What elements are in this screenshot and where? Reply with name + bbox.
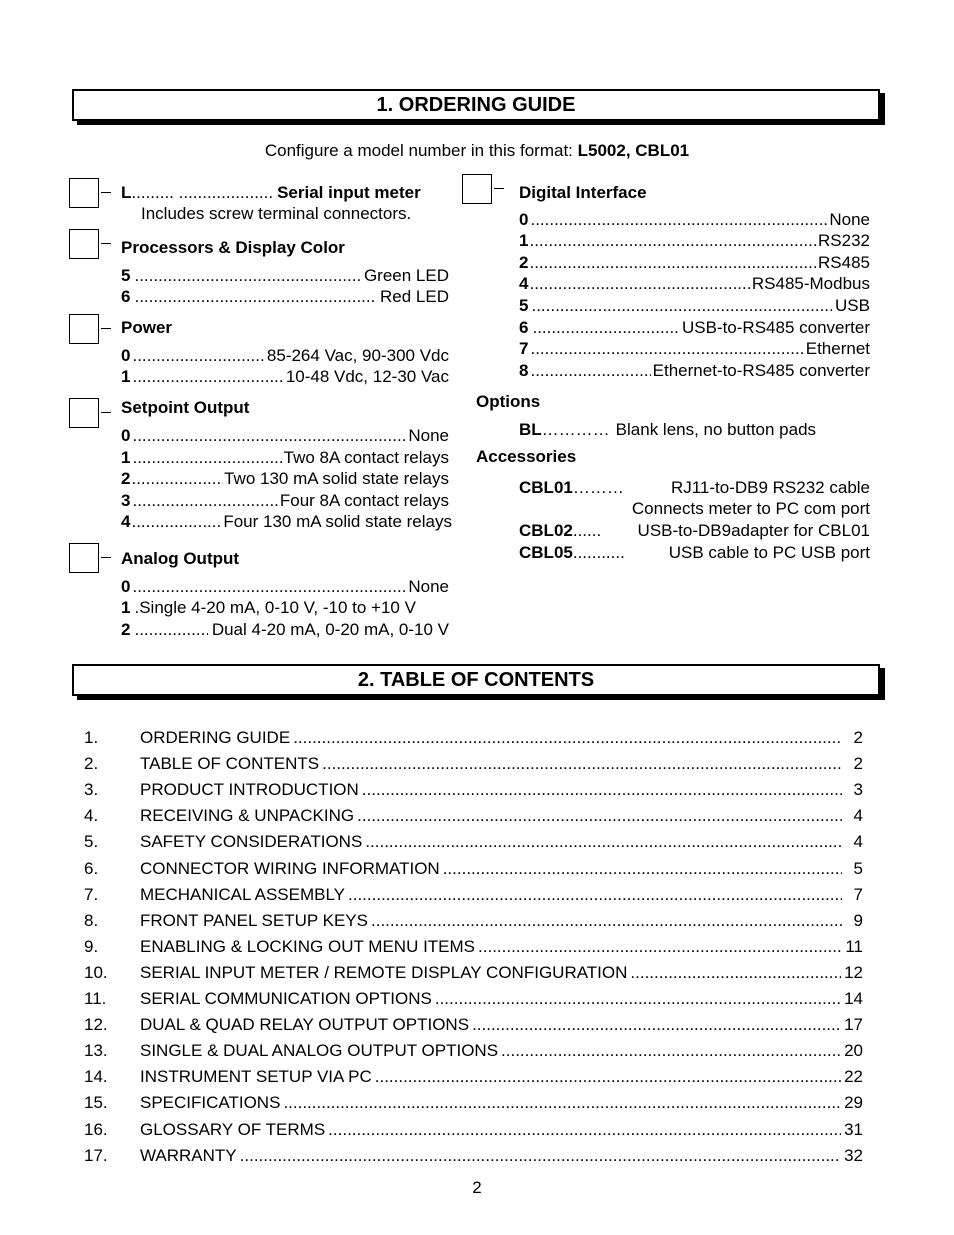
- leader-dots: [532, 318, 678, 338]
- toc-title: SERIAL COMMUNICATION OPTIONS: [140, 989, 432, 1008]
- toc-number: 7.: [84, 884, 99, 904]
- toc-page: 31: [844, 1119, 863, 1139]
- toc-number: 8.: [84, 910, 99, 930]
- digital-item: 8 ..... Ethernet-to-RS485 converter: [519, 361, 870, 382]
- toc-entry: [84, 780, 863, 802]
- serial-code: L: [121, 183, 132, 202]
- setpoint-item: 0 ..... None: [121, 426, 449, 447]
- box-tick: [101, 243, 111, 244]
- toc-entry: [84, 963, 863, 985]
- toc-number: 2.: [84, 754, 99, 774]
- toc-number: 11.: [84, 989, 107, 1008]
- leader-dots: [134, 287, 376, 307]
- toc-number: 6.: [84, 858, 99, 878]
- leader-dots: [134, 620, 207, 640]
- toc-title: ENABLING & LOCKING OUT MENU ITEMS: [140, 936, 476, 956]
- toc-title: SPECIFICATIONS: [140, 1093, 281, 1113]
- accessory-item: CBL01 ……… RJ11-to-DB9 RS232 cable: [519, 478, 870, 497]
- toc-page: 20: [844, 1041, 863, 1061]
- leader-dots: [134, 266, 359, 286]
- leader-dots: [132, 491, 277, 511]
- section-title: 1. ORDERING GUIDE: [376, 94, 576, 116]
- accessory-item: CBL05 ........... USB cable to PC USB port: [519, 543, 870, 562]
- serial-dots: ......... ....................: [131, 183, 274, 202]
- leader-dots: [132, 577, 406, 597]
- toc-entry: [84, 911, 863, 933]
- leader-dots: [362, 780, 842, 800]
- leader-dots: [435, 989, 841, 1009]
- leader-dots: [131, 469, 223, 489]
- toc-page: 3: [853, 780, 863, 800]
- toc-title: SAFETY CONSIDERATIONS: [140, 832, 363, 852]
- leader-dots: [530, 210, 827, 230]
- power-item: 0 ..... 85-264 Vac, 90-300 Vdc: [121, 346, 449, 367]
- leader-dots: [531, 296, 832, 316]
- accessory-item: CBL02 ...... USB-to-DB9adapter for CBL01: [519, 521, 870, 540]
- toc-number: 9.: [84, 936, 99, 956]
- page-number: 2: [472, 1178, 482, 1197]
- toc-title: RECEIVING & UNPACKING: [140, 806, 355, 826]
- power-item: 1 ..... 10-48 Vdc, 12-30 Vac: [121, 367, 449, 388]
- leader-dots: [375, 1067, 841, 1087]
- section-header-ordering-guide: [72, 89, 880, 121]
- configure-line: [0, 141, 954, 161]
- toc-number: 12.: [84, 1015, 108, 1035]
- toc-entry: [84, 1146, 863, 1168]
- toc-number: 13.: [84, 1041, 108, 1061]
- toc-title: PRODUCT INTRODUCTION: [140, 780, 359, 800]
- toc-entry: [84, 832, 863, 854]
- toc-entry: [84, 937, 863, 959]
- analog-item: 0 ..... None: [121, 577, 449, 598]
- leader-dots: [530, 361, 650, 381]
- setpoint-item: 3 ..... Four 8A contact relays: [121, 491, 449, 512]
- leader-dots: [501, 1041, 841, 1061]
- options-item: BL ………… Blank lens, no button pads: [519, 420, 817, 439]
- toc-page: 2: [853, 728, 863, 747]
- serial-label: Serial input meter: [277, 183, 421, 202]
- option-box-serial: [69, 178, 99, 208]
- leader-dots: [472, 1015, 841, 1035]
- toc-number: 5.: [84, 832, 99, 852]
- toc-page: 14: [844, 989, 863, 1008]
- options-title: Options: [476, 392, 541, 411]
- toc-entry: [84, 859, 863, 881]
- toc-entry: [84, 754, 863, 776]
- toc-page: 7: [853, 884, 863, 904]
- leader-dots: [371, 911, 842, 931]
- toc-number: 16.: [84, 1119, 108, 1139]
- processors-title: Processors & Display Color: [121, 238, 345, 257]
- digital-item: 5 ..... USB: [519, 296, 870, 317]
- leader-dots: [530, 339, 803, 359]
- analog-title: Analog Output: [121, 549, 240, 568]
- leader-dots: [630, 963, 841, 983]
- section-title: 2. TABLE OF CONTENTS: [357, 669, 595, 691]
- toc-number: 17.: [84, 1145, 108, 1165]
- leader-dots: [529, 253, 817, 273]
- toc-title: ORDERING GUIDE: [140, 728, 291, 747]
- digital-item: 2 ..... RS485: [519, 253, 870, 274]
- toc-entry: [84, 1067, 863, 1089]
- toc-page: 12: [844, 962, 863, 982]
- toc-title: CONNECTOR WIRING INFORMATION: [140, 858, 440, 878]
- accessories-title: Accessories: [476, 447, 577, 466]
- option-box-setpoint: [69, 398, 99, 428]
- leader-dots: [478, 937, 842, 957]
- leader-dots: [357, 806, 842, 826]
- digital-item: 6 ..... USB-to-RS485 converter: [519, 318, 870, 339]
- box-tick: [101, 412, 111, 413]
- option-box-processors: [69, 229, 99, 259]
- toc-entry: [84, 806, 863, 828]
- section-header-table-of-contents: [72, 664, 880, 696]
- toc-title: INSTRUMENT SETUP VIA PC: [140, 1067, 372, 1087]
- digital-item: 0 ..... None: [519, 210, 870, 231]
- toc-page: 17: [844, 1015, 863, 1035]
- processors-item: 6 ..... Red LED: [121, 287, 449, 308]
- serial-note: Includes screw terminal connectors.: [141, 204, 412, 223]
- box-tick: [101, 192, 111, 193]
- toc-entry: [84, 1093, 863, 1115]
- toc-number: 15.: [84, 1093, 108, 1113]
- toc-entry: [84, 728, 863, 750]
- toc-number: 14.: [84, 1067, 108, 1087]
- toc-number: 1.: [84, 728, 99, 747]
- toc-title: TABLE OF CONTENTS: [140, 754, 320, 774]
- leader-dots: [293, 728, 842, 748]
- toc-entry: [84, 1120, 863, 1142]
- digital-item: 7 ..... Ethernet: [519, 339, 870, 360]
- toc-page: 29: [844, 1093, 863, 1113]
- option-box-analog: [69, 543, 99, 573]
- toc-entry: [84, 885, 863, 907]
- toc-page: 32: [844, 1145, 863, 1165]
- configure-prefix: Configure a model number in this format:: [264, 141, 578, 160]
- leader-dots: [132, 448, 281, 468]
- box-tick: [101, 328, 111, 329]
- leader-dots: [283, 1093, 841, 1113]
- toc-page: 4: [853, 806, 863, 826]
- power-title: Power: [121, 318, 173, 337]
- toc-title: SINGLE & DUAL ANALOG OUTPUT OPTIONS: [140, 1041, 499, 1061]
- toc-page: 2: [853, 754, 863, 774]
- setpoint-item: 4 ..... Four 130 mA solid state relays: [121, 512, 452, 533]
- setpoint-title: Setpoint Output: [121, 398, 250, 417]
- configure-model: L5002, CBL01: [577, 141, 690, 160]
- box-tick: [494, 188, 504, 189]
- digital-item: 1 ..... RS232: [519, 231, 870, 252]
- serial-row: [121, 183, 451, 204]
- leader-dots: [132, 367, 283, 387]
- box-tick: [101, 557, 111, 558]
- toc-page: 22: [844, 1067, 863, 1087]
- leader-dots: [322, 754, 842, 774]
- toc-title: MECHANICAL ASSEMBLY: [140, 884, 346, 904]
- toc-title: WARRANTY: [140, 1145, 237, 1165]
- leader-dots: [328, 1120, 841, 1140]
- toc-entry: [84, 989, 863, 1011]
- toc-entry: [84, 1041, 863, 1063]
- option-box-digital: [462, 174, 492, 204]
- digital-item: 4 ..... RS485-Modbus: [519, 274, 870, 295]
- leader-dots: [132, 426, 406, 446]
- accessory-note: Connects meter to PC com port: [631, 499, 870, 518]
- analog-item: 2 ..... Dual 4-20 mA, 0-20 mA, 0-10 V: [121, 620, 449, 641]
- toc-title: FRONT PANEL SETUP KEYS: [140, 910, 368, 930]
- toc-page: 11: [845, 936, 863, 956]
- leader-dots: [443, 859, 842, 879]
- toc-page: 9: [853, 910, 863, 930]
- leader-dots: [131, 512, 222, 532]
- leader-dots: [529, 274, 750, 294]
- toc-number: 3.: [84, 780, 99, 800]
- leader-dots: [132, 346, 264, 366]
- setpoint-item: 1 ..... Two 8A contact relays: [121, 448, 449, 469]
- option-box-power: [69, 314, 99, 344]
- leader-dots: [240, 1146, 841, 1166]
- toc-entry: [84, 1015, 863, 1037]
- toc-title: SERIAL INPUT METER / REMOTE DISPLAY CONFIGURATION: [140, 962, 628, 982]
- toc-title: DUAL & QUAD RELAY OUTPUT OPTIONS: [140, 1015, 470, 1035]
- leader-dots: [529, 231, 817, 251]
- analog-item: 1 . Single 4-20 mA, 0-10 V, -10 to +10 V: [121, 598, 416, 617]
- toc-number: 4.: [84, 806, 99, 826]
- leader-dots: [348, 885, 842, 905]
- toc-number: 10.: [84, 962, 108, 982]
- toc-page: 4: [853, 832, 863, 852]
- toc-title: GLOSSARY OF TERMS: [140, 1119, 326, 1139]
- digital-title: Digital Interface: [519, 183, 647, 202]
- processors-item: 5 ..... Green LED: [121, 266, 449, 287]
- toc-page: 5: [853, 858, 863, 878]
- setpoint-item: 2 ..... Two 130 mA solid state relays: [121, 469, 449, 490]
- leader-dots: [365, 832, 842, 852]
